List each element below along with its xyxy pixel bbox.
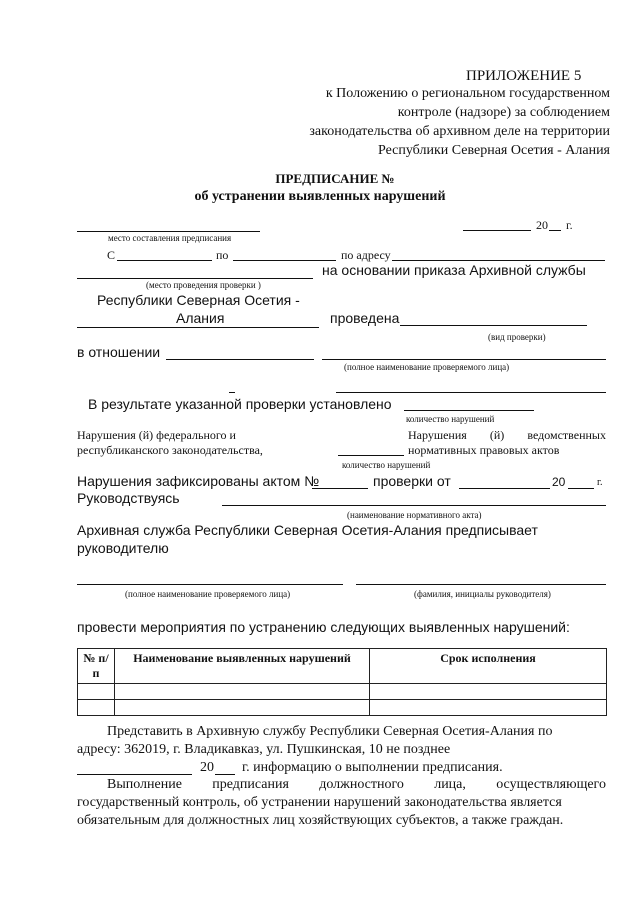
table-cell[interactable]: [370, 700, 607, 716]
org-underline: [77, 327, 319, 328]
appendix-line-1: к Положению о региональном государственном: [325, 86, 610, 101]
act-year-prefix: 20: [552, 475, 566, 489]
departmental-violations: [408, 428, 606, 443]
violations-table: [77, 648, 607, 716]
appendix-title: ПРИЛОЖЕНИЕ 5: [466, 68, 582, 84]
head-name-caption: (фамилия, инициалы руководителя): [414, 589, 551, 599]
measures-text: провести мероприятия по устранению следующих выявленных нарушений:: [77, 619, 570, 635]
dash-mark: [229, 392, 235, 393]
table-header-deadline: Срок исполнения: [370, 649, 607, 684]
period-from-blank[interactable]: [117, 260, 212, 261]
guided-label: Руководствуясь: [77, 490, 180, 506]
document-subtitle: об устранении выявленных нарушений: [194, 189, 446, 204]
departmental-word-2: (й): [489, 428, 505, 442]
appendix-line-2: контроле (надзоре) за соблюдением: [397, 105, 610, 120]
basis-text: на основании приказа Архивной службы: [322, 262, 586, 278]
table-cell[interactable]: [370, 684, 607, 700]
table-row: [78, 684, 607, 700]
table-header-number: № п/п: [78, 649, 115, 684]
date-blank[interactable]: [463, 230, 531, 231]
deadline-year-blank[interactable]: [215, 774, 235, 775]
table-cell[interactable]: [78, 700, 115, 716]
place-caption: место составления предписания: [108, 233, 232, 243]
regarding-blank-1[interactable]: [166, 359, 314, 360]
table-row: [78, 700, 607, 716]
period-from-label: С: [107, 248, 116, 262]
closing-p1-line-1: Представить в Архивную службу Республики Северная Осетия-Алания по: [107, 724, 553, 739]
republic-violations: республиканского законодательства,: [77, 443, 263, 457]
departmental-count-blank[interactable]: [338, 455, 404, 456]
result-text: В результате указанной проверки установлено: [88, 396, 392, 412]
closing-p1-tail: г. информацию о выполнении предписания.: [242, 760, 503, 775]
closing-p2-line-2: государственный контроль, об устранении нарушений законодательства является: [77, 795, 562, 810]
closing-p1-line-2: адресу: 362019, г. Владикавказ, ул. Пушкинская, 10 не позднее: [77, 742, 451, 757]
table-header-violation: Наименование выявленных нарушений: [115, 649, 370, 684]
closing-word: осуществляющего: [496, 777, 606, 792]
prescribes-line-2: руководителю: [77, 540, 169, 556]
date-year-blank[interactable]: [549, 230, 561, 231]
prescribes-line-1: Архивная служба Республики Северная Осетия-Алания предписывает: [77, 522, 538, 538]
deadline-year-prefix: 20: [200, 760, 214, 775]
org-line-1: Республики Северная Осетия -: [97, 292, 300, 308]
regarding-label: в отношении: [77, 344, 161, 360]
act-year-blank[interactable]: [568, 488, 594, 489]
address-blank[interactable]: [392, 260, 605, 261]
deadline-date-blank[interactable]: [77, 774, 192, 775]
check-from-label: проверки от: [373, 473, 451, 489]
closing-word: предписания: [212, 777, 289, 792]
act-date-blank[interactable]: [459, 488, 550, 489]
appendix-line-4: Республики Северная Осетия - Алания: [378, 143, 610, 158]
normative-act-blank[interactable]: [222, 505, 606, 506]
act-year-suffix: г.: [597, 477, 603, 488]
violation-count-caption: количество нарушений: [406, 414, 495, 424]
departmental-word-1: Нарушения: [408, 428, 467, 442]
regarding-caption: (полное наименование проверяемого лица): [344, 362, 510, 372]
head-name-blank[interactable]: [356, 584, 606, 585]
act-number-blank[interactable]: [312, 488, 368, 489]
act-text: Нарушения зафиксированы актом №: [77, 473, 320, 489]
period-to-blank[interactable]: [233, 260, 336, 261]
normative-act-caption: (наименование нормативного акта): [347, 510, 482, 520]
regarding-blank-2[interactable]: [322, 359, 606, 360]
closing-p2-line-3: обязательным для должностных лиц хозяйствующих субъектов, а также граждан.: [77, 813, 564, 828]
document-title: ПРЕДПИСАНИЕ №: [275, 171, 395, 186]
conducted-label: проведена: [330, 310, 400, 326]
date-year-prefix: 20: [536, 218, 548, 232]
entity-caption: (полное наименование проверяемого лица): [125, 589, 291, 599]
appendix-line-3: законодательства об архивном деле на территории: [309, 124, 610, 139]
inspection-place-caption: (место проведения проверки ): [146, 280, 261, 290]
org-line-2: Алания: [176, 310, 225, 326]
federal-violations: Нарушения (й) федерального и: [77, 428, 236, 442]
table-cell[interactable]: [115, 700, 370, 716]
inspection-type-caption: (вид проверки): [488, 332, 546, 342]
period-to-label: по: [216, 248, 229, 262]
closing-word: лица,: [434, 777, 466, 792]
closing-word: Выполнение: [107, 777, 182, 792]
inspection-type-blank[interactable]: [400, 325, 587, 326]
result-top-line: [336, 392, 606, 393]
departmental-count-caption: количество нарушений: [342, 460, 431, 470]
table-cell[interactable]: [78, 684, 115, 700]
address-label: по адресу: [341, 248, 391, 262]
inspection-place-blank[interactable]: [77, 278, 313, 279]
table-header-row: [78, 649, 607, 684]
violation-count-blank[interactable]: [404, 410, 534, 411]
entity-blank[interactable]: [77, 584, 343, 585]
place-blank[interactable]: [77, 231, 260, 232]
closing-p2-line-1: [107, 777, 606, 793]
normative-acts: нормативных правовых актов: [408, 443, 560, 457]
date-year-suffix: г.: [566, 218, 573, 232]
table-cell[interactable]: [115, 684, 370, 700]
closing-word: должностного: [319, 777, 404, 792]
departmental-word-3: ведомственных: [527, 428, 606, 442]
